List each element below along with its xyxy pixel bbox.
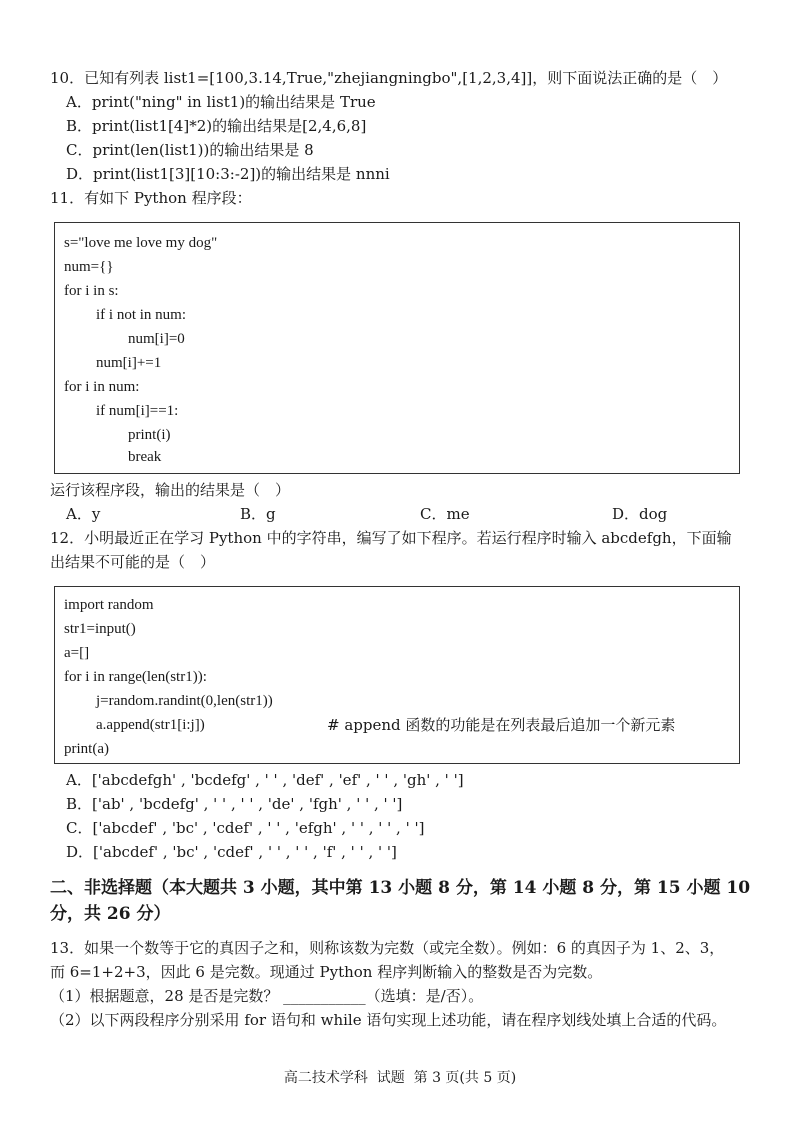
code-line: print(a) [64,741,109,757]
q10-option-d: D．print(list1[3][10:3:-2])的输出结果是 nnni [66,165,390,183]
code-line: num[i]+=1 [96,355,162,371]
code-line: str1=input() [64,621,136,637]
code-line: a.append(str1[i:j]) [96,717,205,733]
code-line: break [128,449,162,465]
section-title-line2: 分，共 26 分） [50,904,171,924]
q12-stem-line2: 出结果不可能的是（ ） [50,553,216,571]
q10-option-a: A．print("ning" in list1)的输出结果是 True [66,93,376,111]
code-line: import random [64,597,154,613]
q10-option-c: C．print(len(list1))的输出结果是 8 [66,141,314,159]
q11-code-box [54,222,740,474]
q13-sub2: （2）以下两段程序分别采用 for 语句和 while 语句实现上述功能，请在程序划线处填上合适的代码。 [50,1011,727,1029]
code-line: num[i]=0 [128,331,185,347]
q11-option-b: B．g [240,505,276,523]
code-line: print(i) [128,427,171,443]
q11-question: 运行该程序段，输出的结果是（ ） [50,481,291,499]
page-footer: 高二技术学科 试题 第 3 页(共 5 页) [283,1070,517,1086]
q12-code-box [54,586,740,764]
q10-option-b: B．print(list1[4]*2)的输出结果是[2,4,6,8] [66,117,367,135]
code-line: num={} [64,259,114,275]
q12-option-b: B．['ab' , 'bcdefg' , ' ' , ' ' , 'de' , 'fgh' , ' ' , ' '] [66,795,403,813]
code-line: if num[i]==1: [96,403,179,419]
q10-stem: 10．已知有列表 list1=[100,3.14,True,"zhejiangningbo",[1,2,3,4]]，则下面说法正确的是（ ） [50,69,728,87]
code-line: for i in range(len(str1)): [64,669,207,685]
q12-stem-line1: 12．小明最近正在学习 Python 中的字符串，编写了如下程序。若运行程序时输入 abcdefgh，下面输 [50,529,732,547]
q12-option-a: A．['abcdefgh' , 'bcdefg' , ' ' , 'def' , 'ef' , ' ' , 'gh' , ' '] [66,771,464,789]
code-line: j=random.randint(0,len(str1)) [96,693,273,709]
code-line: for i in num: [64,379,140,395]
q13-sub1: （1）根据题意，28 是否是完数？ ___________（选填：是/否）。 [50,987,484,1005]
q11-option-c: C．me [420,505,470,523]
code-line: a=[] [64,645,90,661]
code-line: s="love me love my dog" [64,235,218,251]
q11-option-a: A．y [66,505,101,523]
q13-line2: 而 6=1+2+3，因此 6 是完数。现通过 Python 程序判断输入的整数是否为完数。 [50,963,603,981]
code-line: for i in s: [64,283,119,299]
code-comment: # append 函数的功能是在列表最后追加一个新元素 [327,716,676,734]
q13-line1: 13．如果一个数等于它的真因子之和，则称该数为完数（或完全数）。例如：6 的真因子为 1、2、3， [50,939,725,957]
section-title-line1: 二、非选择题（本大题共 3 小题，其中第 13 小题 8 分，第 14 小题 8 分，第 15 小题 10 [50,878,751,898]
q12-option-d: D．['abcdef' , 'bc' , 'cdef' , ' ' , ' ' , 'f' , ' ' , ' '] [66,843,397,861]
q11-option-d: D．dog [612,505,668,523]
q12-option-c: C．['abcdef' , 'bc' , 'cdef' , ' ' , 'efgh' , ' ' , ' ' , ' '] [66,819,425,837]
q11-stem: 11．有如下 Python 程序段： [50,189,252,207]
code-line: if i not in num: [96,307,186,323]
